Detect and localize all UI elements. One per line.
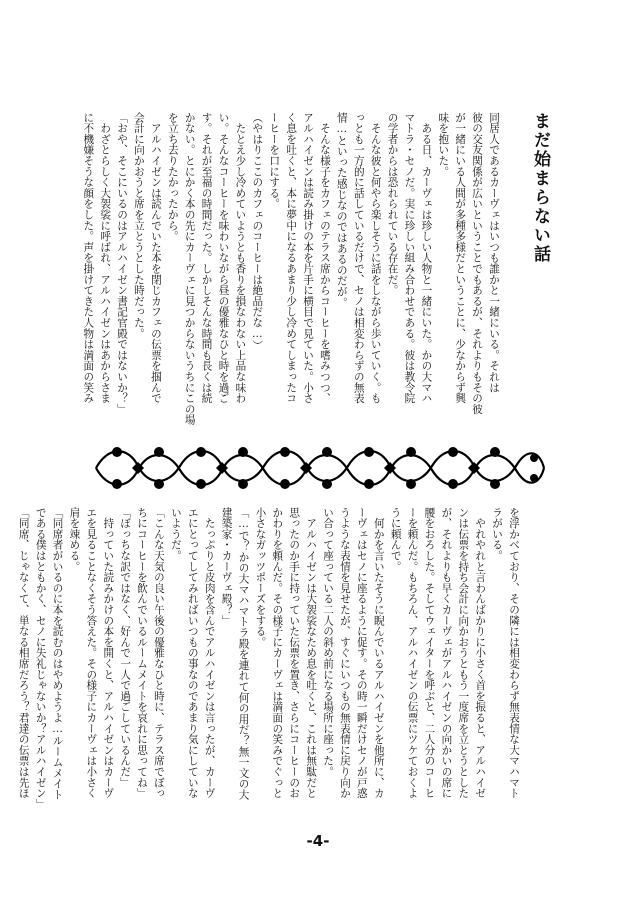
page-number: -4- bbox=[306, 832, 330, 850]
story-title: まだ始まらない話 bbox=[530, 112, 550, 264]
ornamental-divider bbox=[88, 438, 550, 498]
story-text-upper: 同居人であるカーヴェはいつも誰かと一緒にいる。それは 彼の交友関係が広いということでもあるが、それよりもその彼 が一緒にいる人間が多種多様だということに、少なからず興 味を抱いた。 ある日、カーヴェは珍しい人物と一緒にいた。かの大マハ マトラ・セノだ。実に珍しい組み合わせである。彼は教令院 の学者からは恐れられている存在だ。 そんな彼と何やら楽しそうに話をしながら歩いていく。も っとも一方的に話しているだけで、セノは相変わらずの無表 情…といった感じなのではあるのだが。 そんな様子をカフェのテラス席からコーヒーを嗜みつつ、 アルハイゼンは読み掛けの本を片手に横目で見ていた。小さ く息を吐くと、本に夢中になるあまり少し冷めてしまったコ ーヒーを口にする。 （やはりここのカフェのコーヒーは絶品だな…） たとえ少し冷めていようとも香りを損なわない上品な味わ い。そんなコーヒーを味わいながら昼の優雅なひと時を過ご す。それが至福の時間だった。しかしそんな時間も長くは続 かない。とにかく本の先にカーヴェに見つからないうちにこの場 を立ち去りたかったから。 アルハイゼンは読んでいた本を閉じカフェの伝票を掴んで 会計に向かおうと席を立とうとした時だった。 「おや、そこにいるのはアルハイゼン書記官殿ではないか？」 わざとらしく大袈裟に呼ばれ、アルハイゼンはあからさま に不機嫌そうな顔をした。声を掛けてきた人物は満面の笑み bbox=[82, 112, 500, 426]
story-text-lower: を浮かべており、その隣には相変わらず無表情な大マハマト ラがいる。 やれやれと言わんばかりに小さく首を振ると、アルハイゼ ンは伝票を持ち会計に向かおうともう一度席を立とうとした が、それよりも早くカーヴェがアルハイゼンの向かいの席に 腰をおろした。そしてウェイターを呼ぶと、二人分のコーヒ ーを頼んだ。もちろん、アルハイゼンの伝票にツケておくよ うに頼んで。 何かを言いたそうに睨んでいるアルハイゼンを他所に、カ ーヴェはセノに座るように促す。その時一瞬だけセノが戸惑 うような表情を見せたが、すぐにいつもの無表情に戻り向か い合って座っている二人の斜め前になる場所に座った。 アルハイゼンは大袈裟なため息を吐くと、これは無駄だと 思ったのか手に持っていた伝票を置き、さらにコーヒーのお かわりを頼んだ。その様子にカーヴェは満面の笑みでぐっと 小さなガッツポーズをする。 「…で？かの大マハマトラ殿を連れて何の用だ？無一文の大 建築家・カーヴェ殿？」 たっぷりと皮肉を含んでアルハイゼンは言ったが、カーヴ エにとってしてみればいつもの事なのであまり気にしていな いようだ。 「こんな天気の良い午後の優雅なひと時に、テラス席でぼっ ちにコーヒーを飲んでいるルームメイトを哀れに思ってね」 「ぼっちな訳ではなく、好んで一人で過ごしているんだ」 持っていた読みかけの本を開くと、アルハイゼンはカーヴ エを見ることなくそう答えた。その様子にカーヴェは小さく 肩を竦める。 「同席者がいるのに本を読むのはやめようよ…ルームメイト である僕はともかく、セノに失礼じゃないか？アルハイゼン」 「同席、じゃなくて、単なる相席だろう？君達の伝票は先ほ bbox=[17, 507, 520, 810]
